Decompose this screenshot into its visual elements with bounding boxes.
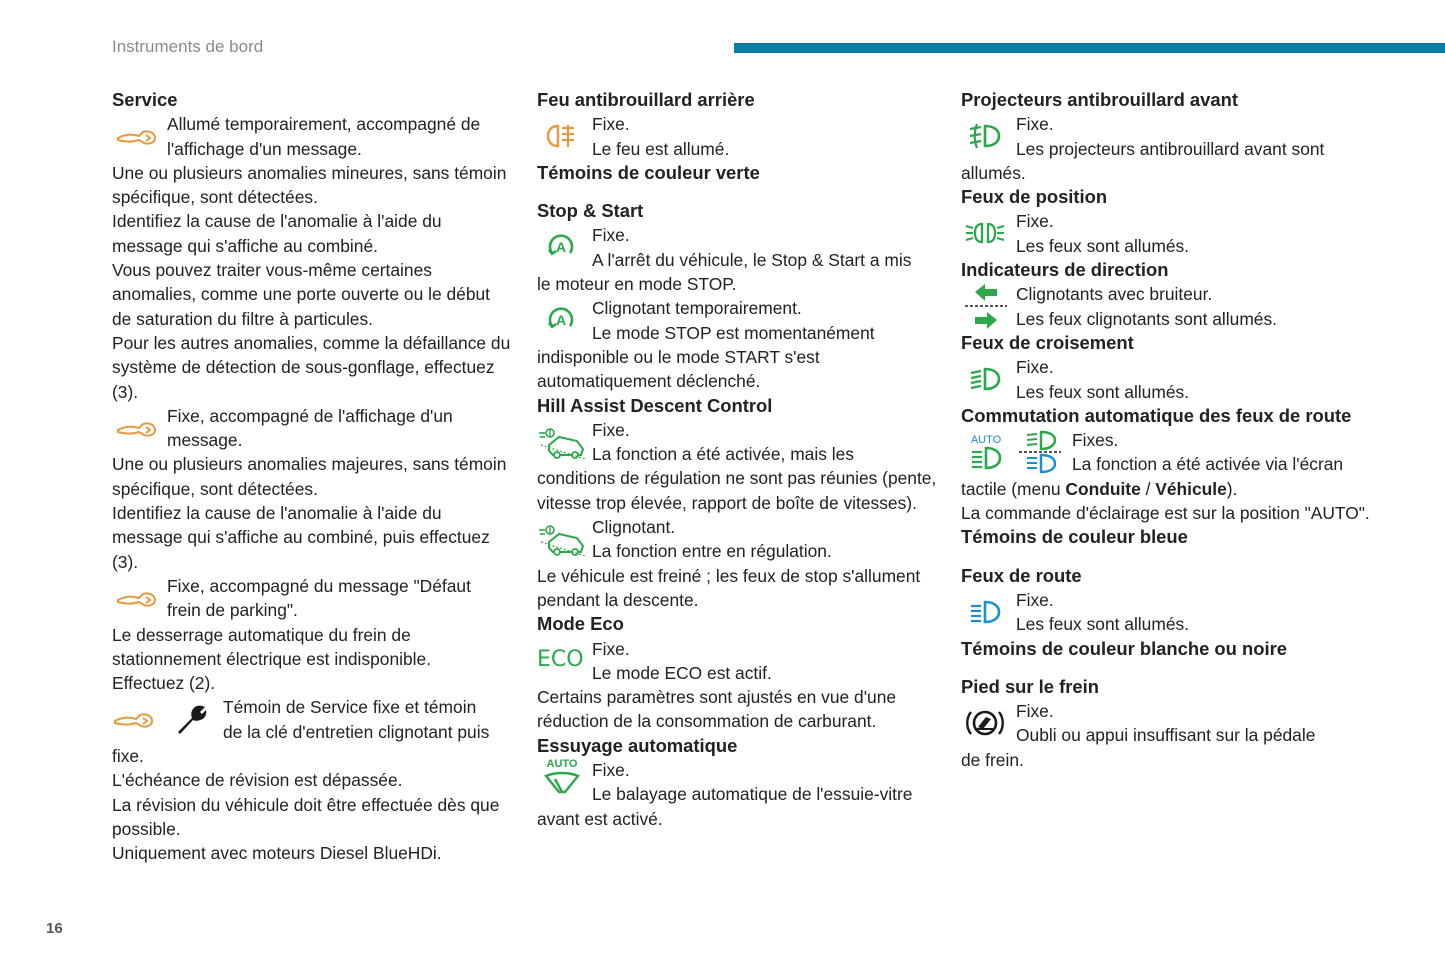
heading-eco: Mode Eco [537,613,624,635]
heading-service: Service [112,89,178,110]
eco-p: Certains paramètres sont ajustés en vue d'une réduction de la consommation de carburant. [537,687,897,732]
hill-descent-icon [537,515,589,563]
auto-beam-l1: Fixes. [1072,430,1119,451]
stop-start-b1: Clignotant temporairement. [592,298,802,319]
service-p8: Effectuez (2). [112,673,216,694]
service-p10: La révision du véhicule doit être effectuée dès que possible. [112,794,500,839]
service-p11: Uniquement avec moteurs Diesel BlueHDi. [112,843,442,864]
auto-beam-l3a: tactile (menu [961,478,1066,499]
header-accent-bar [734,43,1445,53]
auto-beam-l3 [961,477,1381,501]
column-right [961,88,1381,772]
brake-l2: Oubli ou appui insuffisant sur la pédale [1016,725,1316,746]
stop-start-icon [537,296,585,344]
menu-vehicule: Véhicule [1155,478,1227,499]
service-p5: Une ou plusieurs anomalies majeures, sans témoin spécifique, sont détectées. [112,454,507,499]
service-b4-line1: Témoin de Service fixe et témoin [223,697,477,718]
page-number: 16 [46,920,63,937]
stop-start-icon [537,223,585,271]
column-middle [537,88,937,831]
hadc-a2: La fonction a été activée, mais les [592,444,854,465]
fog-front-l1: Fixe. [1016,114,1054,135]
dipped-l2: Les feux sont allumés. [1016,381,1190,402]
service-p6: Identifiez la cause de l'anomalie à l'aide du message qui s'affiche au combiné, puis effectuez (3). [112,503,490,572]
eco-l1: Fixe. [592,638,630,659]
heading-position: Feux de position [961,186,1108,208]
hadc-a1: Fixe. [592,419,630,440]
main-beam-l2: Les feux sont allumés. [1016,614,1190,635]
direction-l1: Clignotants avec bruiteur. [1016,284,1213,305]
service-p2: Identifiez la cause de l'anomalie à l'aide du message qui s'affiche au combiné. [112,211,442,256]
eco-icon-label: ECO [537,647,584,673]
auto-beam-p: La commande d'éclairage est sur la position "AUTO". [961,503,1370,524]
foot-on-brake-icon [961,699,1009,747]
hadc-b3: Le véhicule est freiné ; les feux de stop s'allument pendant la descente. [537,565,921,610]
fog-front-l2: Les projecteurs antibrouillard avant sont [1016,138,1325,159]
auto-beam-green-icon [961,434,1011,470]
service-p7: Le desserrage automatique du frein de stationnement électrique est indisponible. [112,624,432,669]
service-b3-line1: Fixe, accompagné du message "Défaut [167,575,471,596]
auto-beam-switch-icon [1017,430,1061,474]
auto-beam-l3e: ). [1226,478,1238,499]
service-icons-pair [112,695,216,743]
brake-l1: Fixe. [1016,701,1054,722]
heading-fog-front: Projecteurs antibrouillard avant [961,89,1238,110]
service-b2-line1: Fixe, accompagné de l'affichage d'un [167,405,453,426]
rear-fog-light-icon [537,112,585,160]
stop-start-b2: Le mode STOP est momentanément [592,322,875,343]
position-l1: Fixe. [1016,211,1054,232]
auto-wiper-icon [537,758,587,806]
section-header: Instruments de bord [112,37,264,56]
heading-fog-rear: Feu antibrouillard arrière [537,89,755,110]
service-p1: Une ou plusieurs anomalies mineures, sans témoin spécifique, sont détectées. [112,162,507,208]
heading-green-lamps: Témoins de couleur verte [537,161,760,183]
service-b4-line2: de la clé d'entretien clignotant puis [223,721,490,742]
service-b3-line2: frein de parking". [167,600,298,621]
service-wrench-icon [112,707,154,731]
position-l2: Les feux sont allumés. [1016,235,1190,256]
heading-auto-beam: Commutation automatique des feux de route [961,404,1352,426]
service-b4-line3: fixe. [112,746,144,767]
auto-beam-icons [961,428,1067,476]
service-p9: L'échéance de révision est dépassée. [112,770,403,791]
wiper-l3: avant est activé. [537,808,663,829]
auto-beam-l2: La fonction a été activée via l'écran [1072,454,1344,475]
stop-start-a1: Fixe. [592,225,630,246]
service-b1-line2: l'affichage d'un message. [167,138,362,159]
fog-rear-l2: Le feu est allumé. [592,138,730,159]
hadc-a3: conditions de régulation ne sont pas réunies (pente, vitesse trop élevée, rapport de boîte de vitesses). [537,468,937,513]
service-p4: Pour les autres anomalies, comme la défaillance du système de détection de sous-gonflage, effectuez (3). [112,332,511,402]
heading-main-beam: Feux de route [961,564,1082,586]
service-p3: Vous pouvez traiter vous-même certaines anomalies, comme une porte ouverte ou le début de saturation du filtre à particules. [112,260,490,329]
hadc-b1: Clignotant. [592,517,676,538]
hadc-b2: La fonction entre en régulation. [592,541,832,562]
main-beam-icon [961,588,1009,636]
direction-l2: Les feux clignotants sont allumés. [1016,308,1278,329]
fog-front-l3: allumés. [961,162,1026,183]
brake-l3: de frein. [961,749,1024,770]
stop-start-a2: A l'arrêt du véhicule, le Stop & Start a mis [592,249,912,270]
svg-text:A: A [555,239,567,256]
heading-blue-lamps: Témoins de couleur bleue [961,526,1188,548]
hill-descent-icon [537,418,589,466]
wiper-l1: Fixe. [592,760,630,781]
front-fog-light-icon [961,112,1009,160]
dipped-beam-icon [961,355,1009,403]
heading-brake: Pied sur le frein [961,675,1099,697]
stop-start-a3: le moteur en mode STOP. [537,274,737,295]
fog-rear-l1: Fixe. [592,114,630,135]
svg-text:A: A [555,312,567,329]
position-lights-icon [961,209,1009,257]
dipped-l1: Fixe. [1016,357,1054,378]
service-wrench-icon [112,112,160,160]
heading-stop-start: Stop & Start [537,200,644,222]
main-beam-l1: Fixe. [1016,589,1054,610]
wiper-l2: Le balayage automatique de l'essuie-vitre [592,784,913,805]
eco-l2: Le mode ECO est actif. [592,662,772,683]
heading-dipped: Feux de croisement [961,331,1134,353]
service-b1-line1: Allumé temporairement, accompagné de [167,114,481,135]
heading-wiper: Essuyage automatique [537,734,738,756]
wiper-auto-label: AUTO [546,758,578,771]
service-wrench-icon [112,574,160,622]
heading-direction: Indicateurs de direction [961,259,1169,281]
heading-hadc: Hill Assist Descent Control [537,394,773,416]
service-wrench-icon [112,404,160,452]
auto-beam-l3c: / [1140,478,1156,499]
column-service [112,88,512,866]
heading-white-lamps: Témoins de couleur blanche ou noire [961,637,1287,659]
stop-start-b3: indisponible ou le mode START s'est automatiquement déclenché. [537,346,820,392]
service-b2-line2: message. [167,430,243,451]
maintenance-key-icon [174,702,208,736]
eco-mode-icon [537,637,587,685]
menu-conduite: Conduite [1065,478,1141,499]
turn-signals-icon [961,282,1009,330]
auto-beam-label: AUTO [970,434,1002,447]
